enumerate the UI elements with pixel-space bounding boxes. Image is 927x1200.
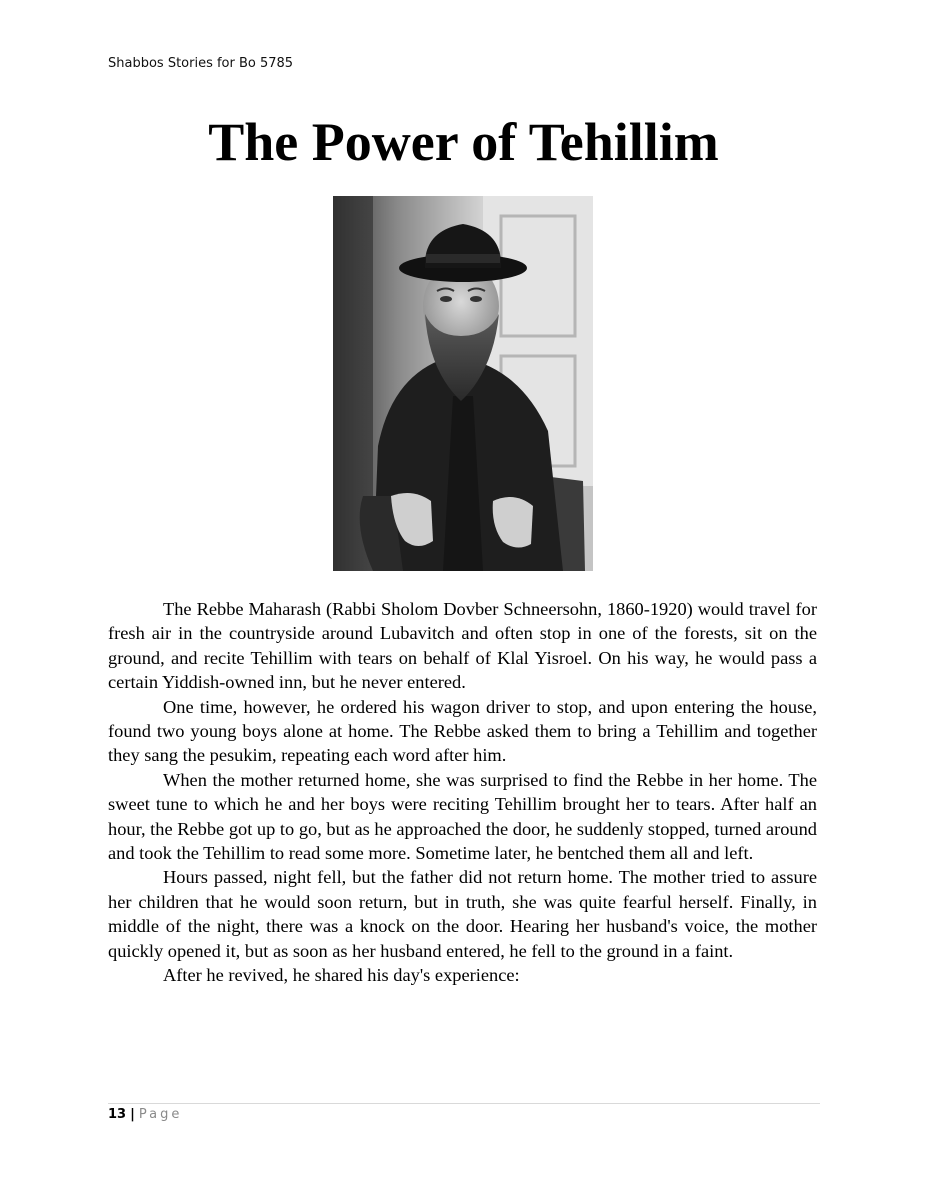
page-footer [108,1107,182,1122]
paragraph: Hours passed, night fell, but the father did not return home. The mother tried to assure her children that he would soon return, but in truth, she was quite fearful herself. Finally, in middle of the night, there was a knock on the door. Hearing her husband's voice, the mother quickly opened it, but as soon as her husband entered, he fell to the ground in a faint. [108,867,817,961]
article-body [108,597,817,988]
page-number: 13 [108,1107,127,1122]
paragraph: After he revived, he shared his day's experience: [163,965,520,986]
article-title: The Power of Tehillim [208,112,719,172]
rebbe-portrait-photo [333,196,593,571]
paragraph: The Rebbe Maharash (Rabbi Sholom Dovber Schneersohn, 1860-1920) would travel for fresh air in the countryside around Lubavitch and often stop in one of the forests, sit on the ground, and recite Tehillim with tears on behalf of Klal Yisroel. On his way, he would pass a certain Yiddish-owned inn, but he never entered. [108,599,817,693]
paragraph: When the mother returned home, she was surprised to find the Rebbe in her home. The sweet tune to which he and her boys were reciting Tehillim brought her to tears. After half an hour, the Rebbe got up to go, but as he approached the door, he suddenly stopped, turned around and took the Tehillim to read some more. Sometime later, he bentched them all and left. [108,769,817,864]
page-label: Page [138,1107,183,1122]
running-header: Shabbos Stories for Bo 5785 [108,56,294,71]
footer-divider [108,1103,820,1104]
footer-separator: | [130,1107,135,1122]
paragraph: One time, however, he ordered his wagon driver to stop, and upon entering the house, found two young boys alone at home. The Rebbe asked them to bring a Tehillim and together they sang the pesukim, repeating each word after him. [108,696,817,766]
